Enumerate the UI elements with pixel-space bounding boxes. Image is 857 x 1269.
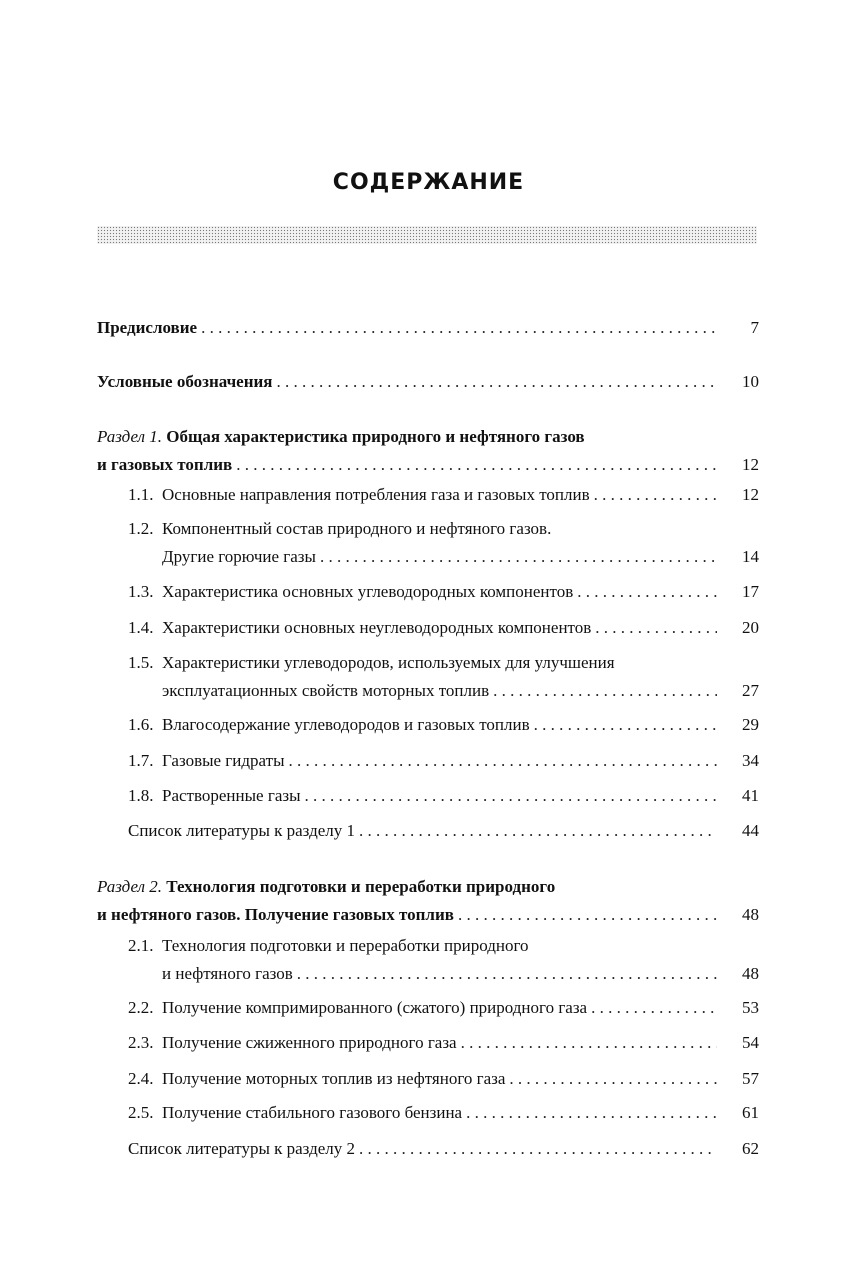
dot-leader: [305, 782, 718, 810]
toc-entry-references-1[interactable]: [128, 817, 759, 845]
toc-entry-text: Список литературы к разделу 1: [128, 821, 356, 840]
toc-entry-text: Растворенные газы: [162, 786, 301, 805]
dot-leader: [458, 901, 717, 929]
entry-number: 1.6.: [128, 715, 154, 734]
toc-entry-text: Предисловие: [97, 318, 198, 337]
dot-leader: [277, 368, 718, 396]
toc-section-2[interactable]: [97, 873, 759, 929]
dot-leader: [595, 614, 717, 642]
toc-entry-2-4[interactable]: [128, 1065, 759, 1093]
dot-leader: [297, 960, 717, 988]
toc-entry-text: Основные направления потребления газа и газовых топлив: [162, 485, 590, 504]
page-number: 10: [742, 372, 759, 391]
toc-entry-text-line1: Компонентный состав природного и нефтяного газов.: [162, 519, 552, 538]
toc-entry-text: Газовые гидраты: [162, 751, 285, 770]
entry-number: 2.1.: [128, 936, 154, 955]
toc-entry-text-line2: и нефтяного газов: [162, 964, 293, 983]
toc-section-1[interactable]: [97, 423, 759, 479]
entry-number: 1.2.: [128, 519, 154, 538]
page-number: 62: [742, 1139, 759, 1158]
page-number: 12: [742, 455, 759, 474]
toc-entry-text: Список литературы к разделу 2: [128, 1139, 356, 1158]
toc-entry-notation[interactable]: [97, 368, 759, 396]
section-label: Раздел 2.: [97, 877, 162, 896]
toc-entry-1-7[interactable]: [128, 747, 759, 775]
entry-number: 2.3.: [128, 1033, 154, 1052]
toc-entry-text: Характеристики основных неуглеводородных компонентов: [162, 618, 592, 637]
toc-entry-text: Получение сжиженного природного газа: [162, 1033, 457, 1052]
toc-entry-1-8[interactable]: [128, 782, 759, 810]
dot-leader: [201, 314, 717, 342]
entry-number: 1.3.: [128, 582, 154, 601]
dot-leader: [594, 481, 717, 509]
dot-leader: [493, 677, 717, 705]
page-number: 61: [742, 1103, 759, 1122]
dot-leader: [466, 1099, 717, 1127]
toc-entry-2-5[interactable]: [128, 1099, 759, 1127]
page-number: 7: [750, 318, 759, 337]
toc-entry-1-5[interactable]: [128, 649, 759, 705]
page-number: 12: [742, 485, 759, 504]
entry-number: 1.7.: [128, 751, 154, 770]
toc-entry-text: Получение стабильного газового бензина: [162, 1103, 463, 1122]
toc-entry-1-3[interactable]: [128, 578, 759, 606]
toc-entry-1-2[interactable]: [128, 515, 759, 571]
toc-entry-text-line1: Технология подготовки и переработки природного: [162, 936, 529, 955]
page-number: 17: [742, 582, 759, 601]
toc-entry-text: Получение компримированного (сжатого) природного газа: [162, 998, 588, 1017]
dot-leader: [534, 711, 717, 739]
dot-leader: [591, 994, 717, 1022]
toc-entry-references-2[interactable]: [128, 1135, 759, 1163]
toc-entry-1-1[interactable]: [128, 481, 759, 509]
section-title-line2: и газовых топлив: [97, 455, 233, 474]
toc-entry-text: Влагосодержание углеводородов и газовых топлив: [162, 715, 530, 734]
toc-entry-text-line2: эксплуатационных свойств моторных топлив: [162, 681, 490, 700]
entry-number: 1.8.: [128, 786, 154, 805]
page-number: 53: [742, 998, 759, 1017]
toc-entry-text: Условные обозначения: [97, 372, 273, 391]
page-number: 57: [742, 1069, 759, 1088]
entry-number: 2.4.: [128, 1069, 154, 1088]
dot-leader: [577, 578, 717, 606]
dot-leader: [461, 1029, 717, 1057]
toc-entry-1-4[interactable]: [128, 614, 759, 642]
page-number: 48: [742, 964, 759, 983]
page-number: 54: [742, 1033, 759, 1052]
entry-number: 1.1.: [128, 485, 154, 504]
toc-entry-2-2[interactable]: [128, 994, 759, 1022]
toc-entry-2-3[interactable]: [128, 1029, 759, 1057]
dotted-divider: [97, 226, 757, 244]
toc-entry-preface[interactable]: [97, 314, 759, 342]
page-number: 20: [742, 618, 759, 637]
toc-entry-text: Характеристика основных углеводородных компонентов: [162, 582, 574, 601]
section-title-line1: Общая характеристика природного и нефтяного газов: [166, 427, 585, 446]
section-title-line1: Технология подготовки и переработки природного: [166, 877, 556, 896]
dot-leader: [509, 1065, 717, 1093]
entry-number: 2.2.: [128, 998, 154, 1017]
page-number: 34: [742, 751, 759, 770]
page-number: 44: [742, 821, 759, 840]
toc-entry-text-line1: Характеристики углеводородов, используемых для улучшения: [162, 653, 615, 672]
page-number: 14: [742, 547, 759, 566]
toc-entry-text-line2: Другие горючие газы: [162, 547, 316, 566]
entry-number: 1.4.: [128, 618, 154, 637]
toc-entry-1-6[interactable]: [128, 711, 759, 739]
section-label: Раздел 1.: [97, 427, 162, 446]
dot-leader: [320, 543, 717, 571]
toc-entry-text: Получение моторных топлив из нефтяного газа: [162, 1069, 506, 1088]
toc-entry-2-1[interactable]: [128, 932, 759, 988]
page-number: 41: [742, 786, 759, 805]
page-number: 48: [742, 905, 759, 924]
page-title: СОДЕРЖАНИЕ: [332, 170, 525, 195]
dot-leader: [236, 451, 717, 479]
dot-leader: [359, 1135, 717, 1163]
dot-leader: [289, 747, 718, 775]
page-number: 29: [742, 715, 759, 734]
entry-number: 1.5.: [128, 653, 154, 672]
section-title-line2: и нефтяного газов. Получение газовых топлив: [97, 905, 454, 924]
dot-leader: [359, 817, 717, 845]
entry-number: 2.5.: [128, 1103, 154, 1122]
page-number: 27: [742, 681, 759, 700]
